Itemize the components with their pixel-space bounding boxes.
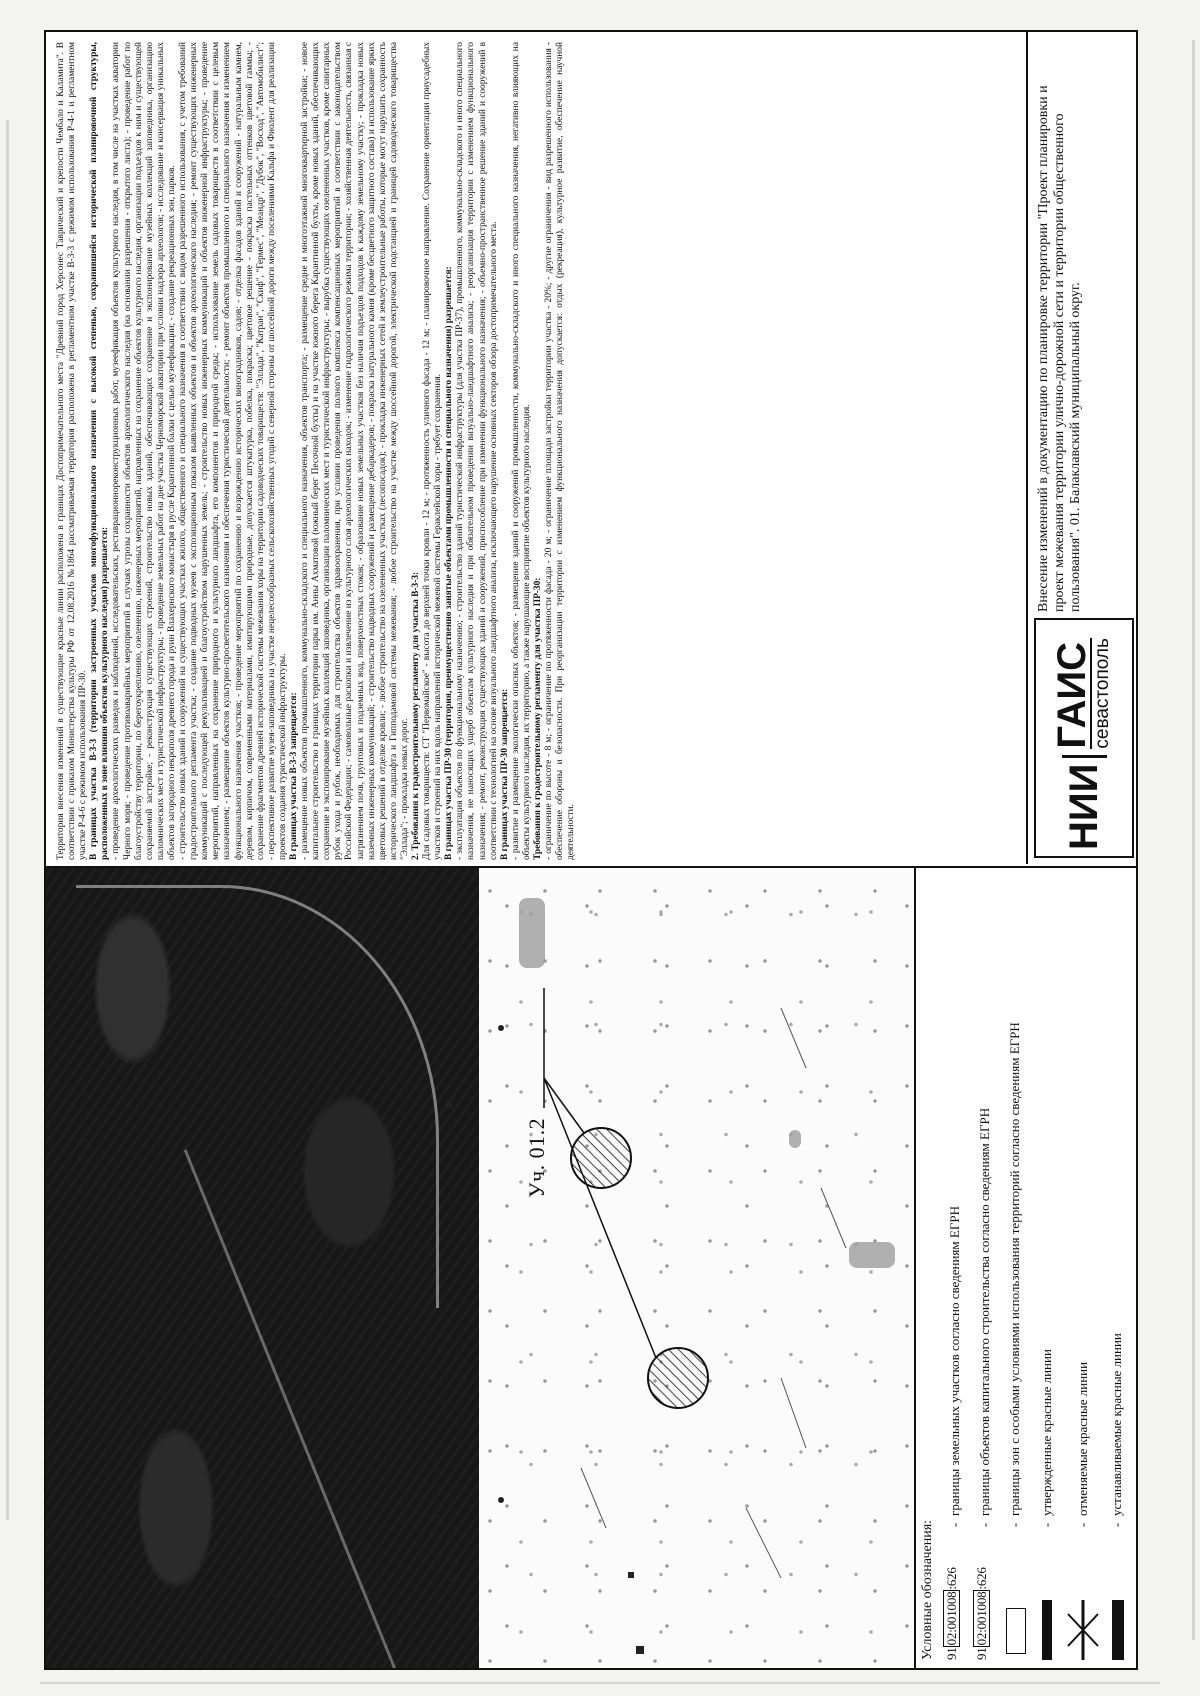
cadastral-number-symbol (974, 1567, 996, 1660)
thin-boundary (781, 1378, 806, 1448)
legend-label: устанавливаемые красные линии (1109, 1333, 1124, 1516)
paragraph: - эксплуатация объектов по функциональному назначению; - строительство зданий туристической инфраструктуры (для участка ПР-37), промышленного, коммунально-складского и иного специального назначения, не наносящих ущерб объектам культурного наследия и при обязательном проведении визуально-ландшафтного анализа; - реорганизация территории с изменением функционального назначения; - ремонт, реконструкция существующих зданий и сооружений, приспособление при изменении функционального назначения; - объемно-пространственное решение зданий и сооружений в соответствии с технологией на основе визуального ландшафтного анализа, исключающего нарушение основных секторов обзора достопримечательного места. (455, 42, 499, 860)
organization-logo (1034, 618, 1134, 858)
paragraph: Для садовых товариществ: СТ "Первомайское" - высота до верхней точки кровли - 12 м; - протяженность уличного фасада - 12 м; - планировочное направление. Сохранение ориентации приусадебных участков и строений на них вдоль направлений исторической межевой системы Гераклейской хоры - требует сохранения. (422, 42, 444, 860)
logo-city: севастополь (1092, 638, 1113, 749)
thin-boundary (746, 1508, 781, 1578)
project-title: Внесение изменений в документацию по планировке территории "Проект планировки и проект межевания территории улично-дорожной сети и территории общественного пользования". 01. Балаклавский муниципальный округ. (1036, 85, 1083, 612)
cad-suffix: :626 (944, 1567, 959, 1590)
cad-prefix: 91 (944, 1647, 959, 1660)
cad-boxed: 02:001008 (974, 1591, 989, 1646)
legend-row-parcels (944, 1206, 966, 1660)
legend-label: утвержденные красные линии (1039, 1349, 1054, 1516)
regulation-text (56, 42, 956, 860)
cad-boxed: 02:001008 (944, 1591, 959, 1646)
scan-noise-right (1192, 40, 1195, 1640)
paragraph: - размещение новых объектов промышленного, коммунально-складского и специального назначения, объектов транспорта; - размещение средне и многоэтажной многоквартирной застройки; - новое капитальное строительство в границах территории парка им. Анны Ахматовой (южный берег Песочной бухты) и на участке южного берега Карантинной бухты, кроме новых зданий, обеспечивающих сохранение и экспонирование музейных коллекций заповедника, организации паломнических мест и туристической инфраструктуры; - вырубка существующих озелененных участков, кроме санитарных рубок ухода и рубок, необходимых для строительства объектов здравоохранения, при условии проведения полного комплекса компенсационных мероприятий в соответствии с законодательством Российской Федерации; - самовольные раскопки и извлечение из культурного слоя археологических находок; - изменение гидрологического режима территории; - хозяйственная деятельность, связанная с загрязнением почв, грунтовых и подземных вод, поверхностных стоков; - образование новых земельных участков без наличия подъездов подходов к каждому земельному участку; - прокладка новых наземных инженерных коммуникаций; - строительство надводных сооружений и размещение дебаркадеров; - покраска натурального камня (кроме бесцветного защитного состава) и использование ярких цветовых решений в отделке кровли; - любое строительство на озелененных участках (лесопосадок); - прокладка инженерных сетей и землеустроительные работы, которые могут нарушить сохранность исторического ландшафта и Гипподамовой системы межевания; - любое строительство на участке между шоссейной дорогой, электрической подстанцией и границей садоводческого товарищества "Эллада"; - прокладка новых дорог. (300, 42, 410, 860)
section-heading: Требования к градостроительному регламенту для участка ПР-30: (533, 577, 544, 860)
legend-dash: - (977, 1522, 992, 1528)
thin-boundary (581, 1468, 606, 1528)
point-marker (628, 1572, 634, 1578)
section-heading: 2. Требования к градостроительному регламенту для участка В-3-3: (411, 571, 421, 860)
logo-nii: НИИ (1062, 755, 1107, 856)
section-heading: В границах участка ПР-30 (территория, преимущественно занятые объектами промышленности и специального назначения) разрешается: (444, 266, 455, 860)
scan-noise-left (6, 120, 9, 1520)
thin-boundary (821, 1188, 846, 1248)
approved-red-line-symbol (1036, 1594, 1058, 1660)
legend-dash: - (1075, 1522, 1090, 1528)
rotated-sheet-content (46, 32, 1136, 1668)
map-panel (46, 866, 1136, 1668)
logo-gais: ГАИС (1050, 641, 1094, 749)
point-marker (498, 1025, 504, 1031)
document-sheet (44, 30, 1138, 1670)
legend-label: границы объектов капитального строительства согласно сведениям ЕГРН (977, 1107, 992, 1516)
section-heading: В границах участка В-3-3 (территории застроенных участков многофункционального назначения с высокой степенью, сохранившейся исторической планировочной структуры, расположенных в зоне влияния объектов культурного наследия) разрешается: (89, 42, 111, 860)
legend-dash: - (1039, 1522, 1054, 1528)
legend-row-buildings (974, 1108, 996, 1660)
thin-boundary (781, 1008, 806, 1068)
section-heading: В границах участка В-3-3 запрещается: (288, 692, 299, 860)
parcel-overlay (46, 868, 914, 1668)
paragraph: - развитие и размещение экологически опасных объектов; - размещение зданий и сооружений промышленности, коммунально-складского и иного специального назначения, негативно влияющих на объекты культурного наследия, их территорию, а также нарушающие восприятие объектов культурного наследия. (510, 42, 532, 860)
new-red-line-symbol (1106, 1594, 1128, 1660)
section-heading: В границах участка ПР-30 запрещается: (499, 688, 510, 860)
cad-suffix: :626 (974, 1567, 989, 1590)
zone-circle-right (571, 1128, 631, 1188)
legend-label: отменяемые красные линии (1075, 1361, 1090, 1516)
legend-dash: - (1007, 1522, 1022, 1528)
paragraph: - строительство новых зданий и сооружений на существующих участках жилого, общественного и специального назначения в соответствии с видом разрешенного использования, с учетом требований градостроительного регламента участка; - создание подводных музеев с экспозиционным показом выявленных объектов и объектов археологического наследия; - ремонт существующих инженерных коммуникаций с последующей рекультивацией и благоустройством нарушенных земель; - строительство новых инженерных коммуникаций и объектов инженерной инфраструктуры; - проведение мероприятий, направленных на сохранение природного и культурного ландшафта, его компонентов и природной среды; - использование земель садовых товариществ в соответствии с целевым назначением; - размещение объектов культурно-просветительского назначения и обеспечения туристической деятельности; - ремонт объектов промышленного и специального назначения и изменением функционального назначения участков; - проведение мероприятий по сохранению и возрождению исторических виноградников, садов; - отделка фасадов зданий и сооружений - натуральным камнем, деревом, кирпичом, современными материалами, имитирующими природные, допускается штукатурка, побелка, покраска; цветовое решение - покраска пастельных оттенков цветовой гаммы; - сохранение фрагментов древней исторической системы межевания хоры на территории садоводческих товариществ: "Эллада", "Катран", "Скиф", "Гермес", "Меандр", "Дубок", "Восход", "Автомобилист"; - перспективное развитие музея-заповедника на участке нецелесообразных сельскохозяйственных угодий с северной стороны от шоссейной дороги между поселениями Кальфа и Фиолент для реализации проектов создания туристической инфраструктуры. (178, 42, 288, 860)
leader-line (544, 1078, 656, 1358)
legend-title: Условные обозначения: (920, 1519, 935, 1660)
zone-symbol (1004, 1594, 1026, 1660)
legend-label: границы зон с особыми условиями использования территорий согласно сведениям ЕГРН (1007, 1022, 1022, 1516)
legend-row-zones (1004, 1022, 1026, 1660)
scan-noise-bottom (40, 1682, 1160, 1684)
legend-row-new-lines (1106, 1333, 1128, 1660)
legend-label: границы земельных участков согласно сведениям ЕГРН (947, 1206, 962, 1516)
cad-prefix: 91 (974, 1647, 989, 1660)
legend-row-cancelled-lines (1072, 1362, 1094, 1660)
legend-dash: - (947, 1522, 962, 1528)
title-block (1026, 32, 1138, 864)
cadastral-number-symbol (944, 1567, 966, 1660)
point-marker (498, 1497, 504, 1503)
point-marker (636, 1646, 644, 1654)
paragraph: - ограничение по высоте - 8 м; - ограничение по протяженности фасада - 20 м; - ограничение площади застройки территории участка - 20%; - другие ограничения - вид разрешенного использования - обеспечение обороны и безопасности. При реорганизации территории с изменением функционального назначения допускается: отдых (рекреация), культурное развитие, обеспечение научной деятельности. (544, 42, 577, 860)
paragraph: Территория внесения изменений в существующие красные линии расположена в границах Достопримечательного места "Древний город Херсонес Таврический и крепости Чембало и Каламита". В соответствии с приказом Министерства культуры РФ от 12.08.2016 №1864 рассматриваемая территория расположена в регламентном участке В-3-3 с режимом использования Р-4-1 и регламентном участке Р-4-6 с режимом использования ПР-30. (56, 42, 89, 860)
paragraph: - проведение археологических разведок и наблюдений, исследовательских, реставрационнореконструкционных работ, музеефикация объектов культурного наследия, в том числе на участках акватории Черного моря; - проведение противоаварийных мероприятий в случаях угрозы сохранности объектов археологического наследия (на основании разрешения - открытого листа); - проведение работ по благоустройству территории, по берегоукреплению, озеленению, инженерных мероприятий, направленных на сохранение объектов культурного наследия, организации подъездов к ним и существующей сохраняемой застройке; - реконструкция существующих строений, строительство новых зданий, обеспечивающих сохранение и экспонирование музейных коллекций заповедника, организацию паломнических мест и туристической инфраструктуры; - проведение земельных работ на дне участка Черноморской акватории при условии надзора археологов; - исследование и консервация уникальных объектов загородного некрополя древнего города и руин Влахернского монастыря в русле Карантинной балки с целью музеефикации; - создание рекреационных зон, парков. (111, 42, 177, 860)
leader-line-2 (544, 1078, 584, 1133)
legend (914, 868, 1138, 1668)
zone-circle-left (648, 1348, 708, 1408)
legend-dash: - (1109, 1522, 1124, 1528)
point-marker (446, 1102, 452, 1108)
parcel-label: Уч. 01.2 (524, 1117, 549, 1198)
logo-gais-block (1050, 638, 1114, 755)
legend-row-approved-lines (1036, 1349, 1058, 1660)
cancelled-red-line-symbol (1072, 1594, 1094, 1660)
